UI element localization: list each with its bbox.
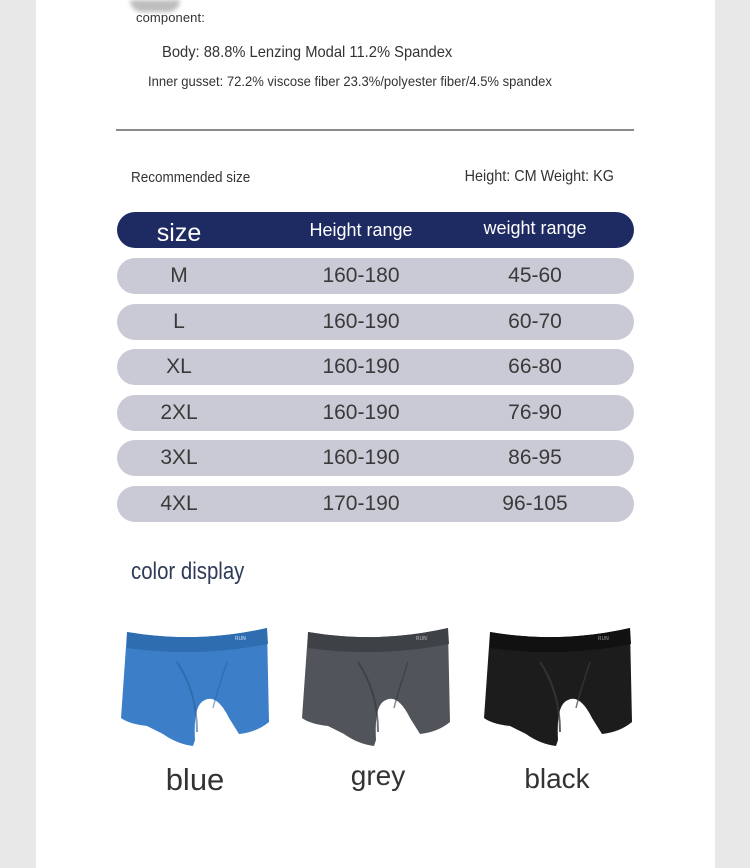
- weight-cell: 86-95: [508, 446, 562, 469]
- height-cell: 160-190: [322, 355, 400, 378]
- size-cell: M: [170, 264, 188, 287]
- weight-cell: 66-80: [508, 355, 562, 378]
- size-units-note: Height: CM Weight: KG: [464, 168, 614, 185]
- svg-text:RUN: RUN: [235, 636, 246, 642]
- size-cell: L: [173, 309, 185, 333]
- header-height-range: Height range: [309, 220, 413, 240]
- black-boxer-brief-icon: [480, 622, 640, 752]
- color-name-grey: grey: [350, 760, 406, 791]
- svg-text:RUN: RUN: [598, 636, 609, 642]
- grey-boxer-brief-icon: [298, 622, 458, 752]
- weight-cell: 45-60: [508, 264, 562, 287]
- height-cell: 160-190: [322, 446, 400, 469]
- size-row-xl: [117, 349, 634, 385]
- size-row-m: [117, 258, 634, 294]
- blue-boxer-brief-icon: [117, 622, 277, 752]
- size-cell: 2XL: [160, 400, 198, 424]
- svg-text:RUN: RUN: [416, 636, 427, 642]
- gusset-composition: Inner gusset: 72.2% viscose fiber 23.3%/polyester fiber/4.5% spandex: [148, 73, 552, 89]
- size-row-2xl: [117, 395, 634, 431]
- weight-cell: 60-70: [508, 309, 562, 333]
- weight-cell: 96-105: [502, 491, 568, 515]
- body-composition: Body: 88.8% Lenzing Modal 11.2% Spandex: [162, 44, 453, 61]
- size-cell: 3XL: [160, 446, 198, 469]
- size-row-l: [117, 304, 634, 340]
- size-table-header: [117, 212, 634, 248]
- color-display-title: color display: [131, 558, 245, 585]
- grey-boxer-brief-image: [298, 622, 458, 752]
- height-cell: 160-180: [322, 264, 400, 287]
- size-table: [117, 212, 634, 531]
- size-row-3xl: [117, 440, 634, 476]
- component-label: component:: [136, 10, 205, 25]
- header-weight-range: weight range: [483, 218, 587, 238]
- recommended-size-title: Recommended size: [131, 169, 251, 186]
- black-boxer-brief-image: [480, 622, 640, 752]
- size-row-4xl: [117, 486, 634, 522]
- size-cell: XL: [166, 355, 192, 378]
- color-name-black: black: [524, 763, 590, 794]
- height-cell: 170-190: [322, 491, 400, 515]
- color-name-blue: blue: [165, 762, 225, 797]
- blue-boxer-brief-image: [117, 622, 277, 752]
- section-divider: [116, 129, 634, 131]
- height-cell: 160-190: [322, 309, 400, 333]
- height-cell: 160-190: [322, 400, 400, 424]
- header-size: size: [156, 219, 202, 247]
- weight-cell: 76-90: [508, 400, 562, 424]
- size-cell: 4XL: [160, 491, 198, 515]
